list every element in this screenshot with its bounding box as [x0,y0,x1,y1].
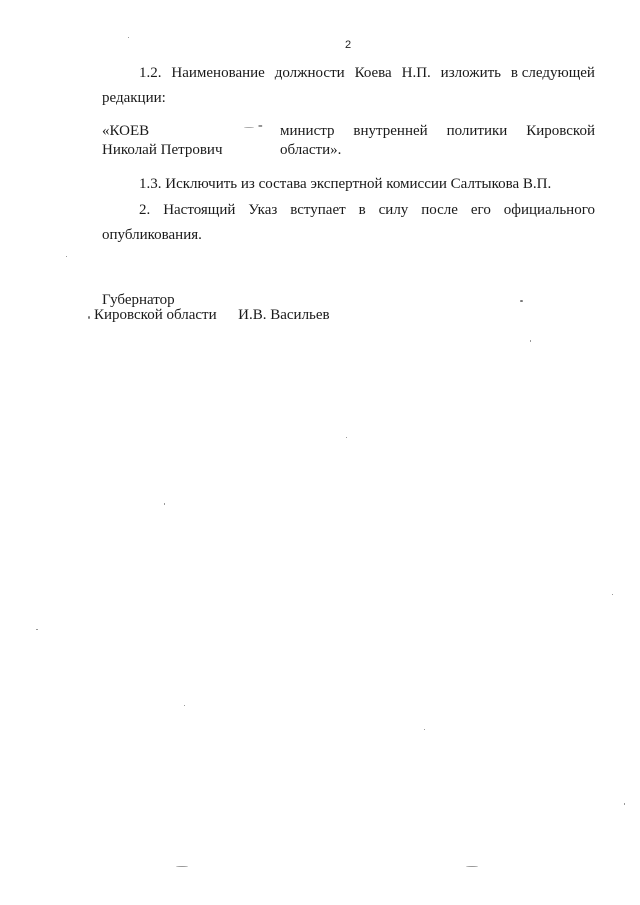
scan-speck [164,503,165,505]
scan-speck [176,866,188,867]
word: в следующей [510,65,595,81]
scan-speck [346,437,347,438]
scan-speck [244,127,254,128]
entry-position [280,122,595,160]
word: Коева [354,65,392,81]
scan-speck [128,37,129,38]
entry-position-line-2: области». [280,142,342,158]
item-1-2-line-2: редакции: [102,90,166,106]
scan-speck [88,316,90,319]
item-1-2-line-1 [102,61,595,86]
word: Настоящий [163,202,236,218]
scan-speck [424,729,425,730]
signature-region-text: Кировской области [94,307,217,323]
word: после [421,202,458,218]
word: 2. [139,202,151,218]
entry-given-names: Николай Петрович [102,142,223,158]
paragraph-item-2 [102,198,595,248]
signature-region [94,306,330,325]
word: Указ [248,202,278,218]
word: в [358,202,366,218]
entry-dash: - [258,118,263,133]
scan-speck [520,300,523,302]
entry-person-name [102,122,223,160]
word: министр [280,123,335,139]
word: официального [503,202,595,218]
word: Наименование [171,65,265,81]
word: силу [378,202,409,218]
scan-speck [36,629,38,630]
item-2-line-1 [102,198,595,223]
word: Кировской [526,123,595,139]
entry-position-line-1 [280,122,595,141]
signature-title: Губернатор [102,292,175,308]
entry-surname: «КОЕВ [102,123,150,139]
page-number: 2 [344,39,352,51]
signature-name: И.В. Васильев [238,307,330,323]
scan-speck [624,803,625,805]
word: Н.П. [401,65,431,81]
word: внутренней [353,123,428,139]
word: должности [274,65,345,81]
scan-speck [66,256,67,257]
paragraph-item-1-2 [102,61,595,111]
item-2-line-2: опубликования. [102,227,202,243]
scan-speck [466,866,478,867]
word: вступает [290,202,346,218]
paragraph-item-1-3: 1.3. Исключить из состава экспертной комиссии Салтыкова В.П. [139,176,552,192]
scan-speck [612,594,613,595]
word: изложить [440,65,502,81]
scan-speck [530,340,531,342]
scan-speck [184,705,185,706]
word: 1.2. [139,65,162,81]
word: политики [446,123,508,139]
word: его [470,202,491,218]
